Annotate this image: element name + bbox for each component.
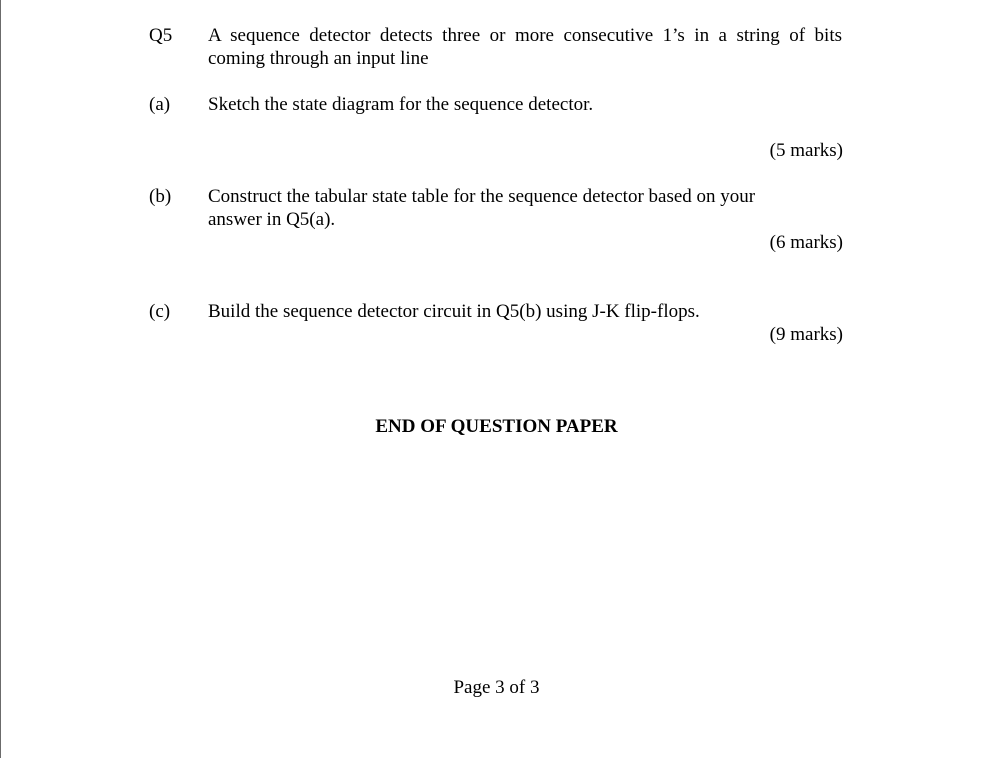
- part-b-label: (b): [149, 186, 172, 207]
- part-a-text: Sketch the state diagram for the sequence detector.: [208, 94, 594, 115]
- part-c-label: (c): [149, 301, 171, 322]
- question-stem-line-1: A sequence detector detects three or more consecutive 1’s in a string of bits: [208, 25, 842, 46]
- part-a-label: (a): [149, 94, 171, 115]
- question-number: Q5: [149, 25, 173, 46]
- part-b-text-line-1: Construct the tabular state table for the sequence detector based on your: [208, 186, 756, 207]
- page-number-footer: Page 3 of 3: [453, 677, 540, 698]
- part-c-text: Build the sequence detector circuit in Q5(b) using J-K flip-flops.: [208, 301, 700, 322]
- question-stem-line-2: coming through an input line: [208, 48, 429, 69]
- page-left-edge: [0, 0, 1, 758]
- part-a-marks: (5 marks): [769, 140, 843, 161]
- part-b-marks: (6 marks): [769, 232, 843, 253]
- end-of-paper-heading: END OF QUESTION PAPER: [375, 416, 618, 437]
- part-b-text-line-2: answer in Q5(a).: [208, 209, 336, 230]
- part-c-marks: (9 marks): [769, 324, 843, 345]
